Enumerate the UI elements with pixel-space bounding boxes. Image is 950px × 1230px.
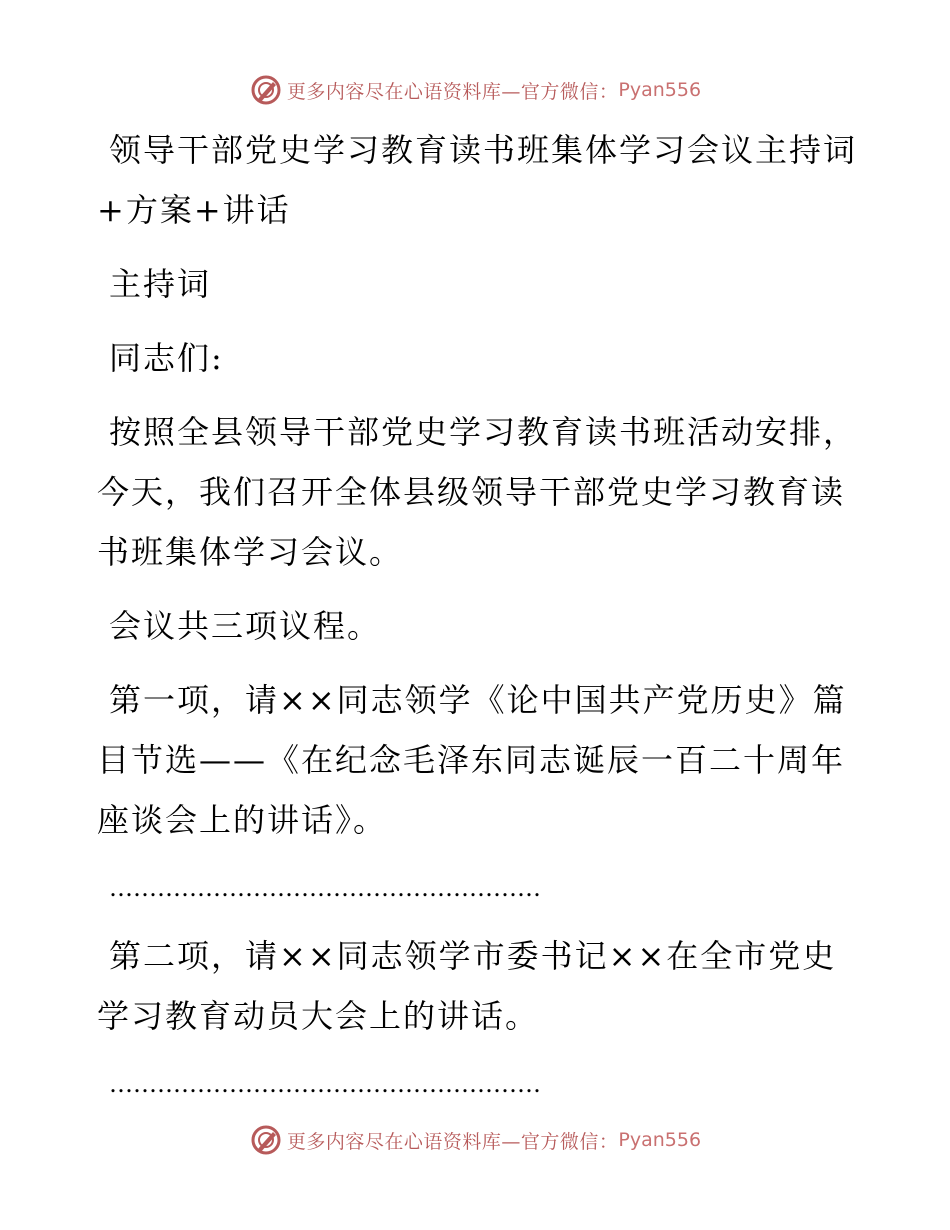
pen-logo-icon [249, 1123, 283, 1157]
greeting: 同志们: [109, 339, 224, 377]
section-heading: 主持词 [109, 265, 212, 303]
document-title: 领导干部党史学习教育读书班集体学习会议主持词+方案+讲话 [97, 131, 858, 229]
paragraph-2: 会议共三项议程。 [109, 607, 382, 645]
watermark-wechat-id: Pyan556 [618, 79, 702, 101]
ellipsis-divider-1: ……………………………………………… [109, 874, 541, 902]
paragraph-3: 第一项，请××同志领学《论中国共产党历史》篇目节选——《在纪念毛泽东同志诞辰一百二十周年座谈会上的讲话》。 [97, 681, 847, 839]
watermark-wechat-id: Pyan556 [618, 1129, 702, 1151]
watermark-text: 更多内容尽在心语资料库—官方微信： [286, 80, 619, 103]
paragraph-4: 第二项，请××同志领学市委书记××在全市党史学习教育动员大会上的讲话。 [97, 937, 837, 1035]
header-watermark [0, 70, 950, 110]
paragraph-1: 按照全县领导干部党史学习教育读书班活动安排，今天，我们召开全体县级领导干部党史学习教育读书班集体学习会议。 [97, 413, 858, 571]
document-body [97, 120, 857, 1122]
footer-watermark [0, 1120, 950, 1160]
pen-logo-icon [249, 73, 283, 107]
ellipsis-divider-2: ……………………………………………… [109, 1070, 541, 1098]
watermark-text: 更多内容尽在心语资料库—官方微信： [286, 1130, 619, 1153]
